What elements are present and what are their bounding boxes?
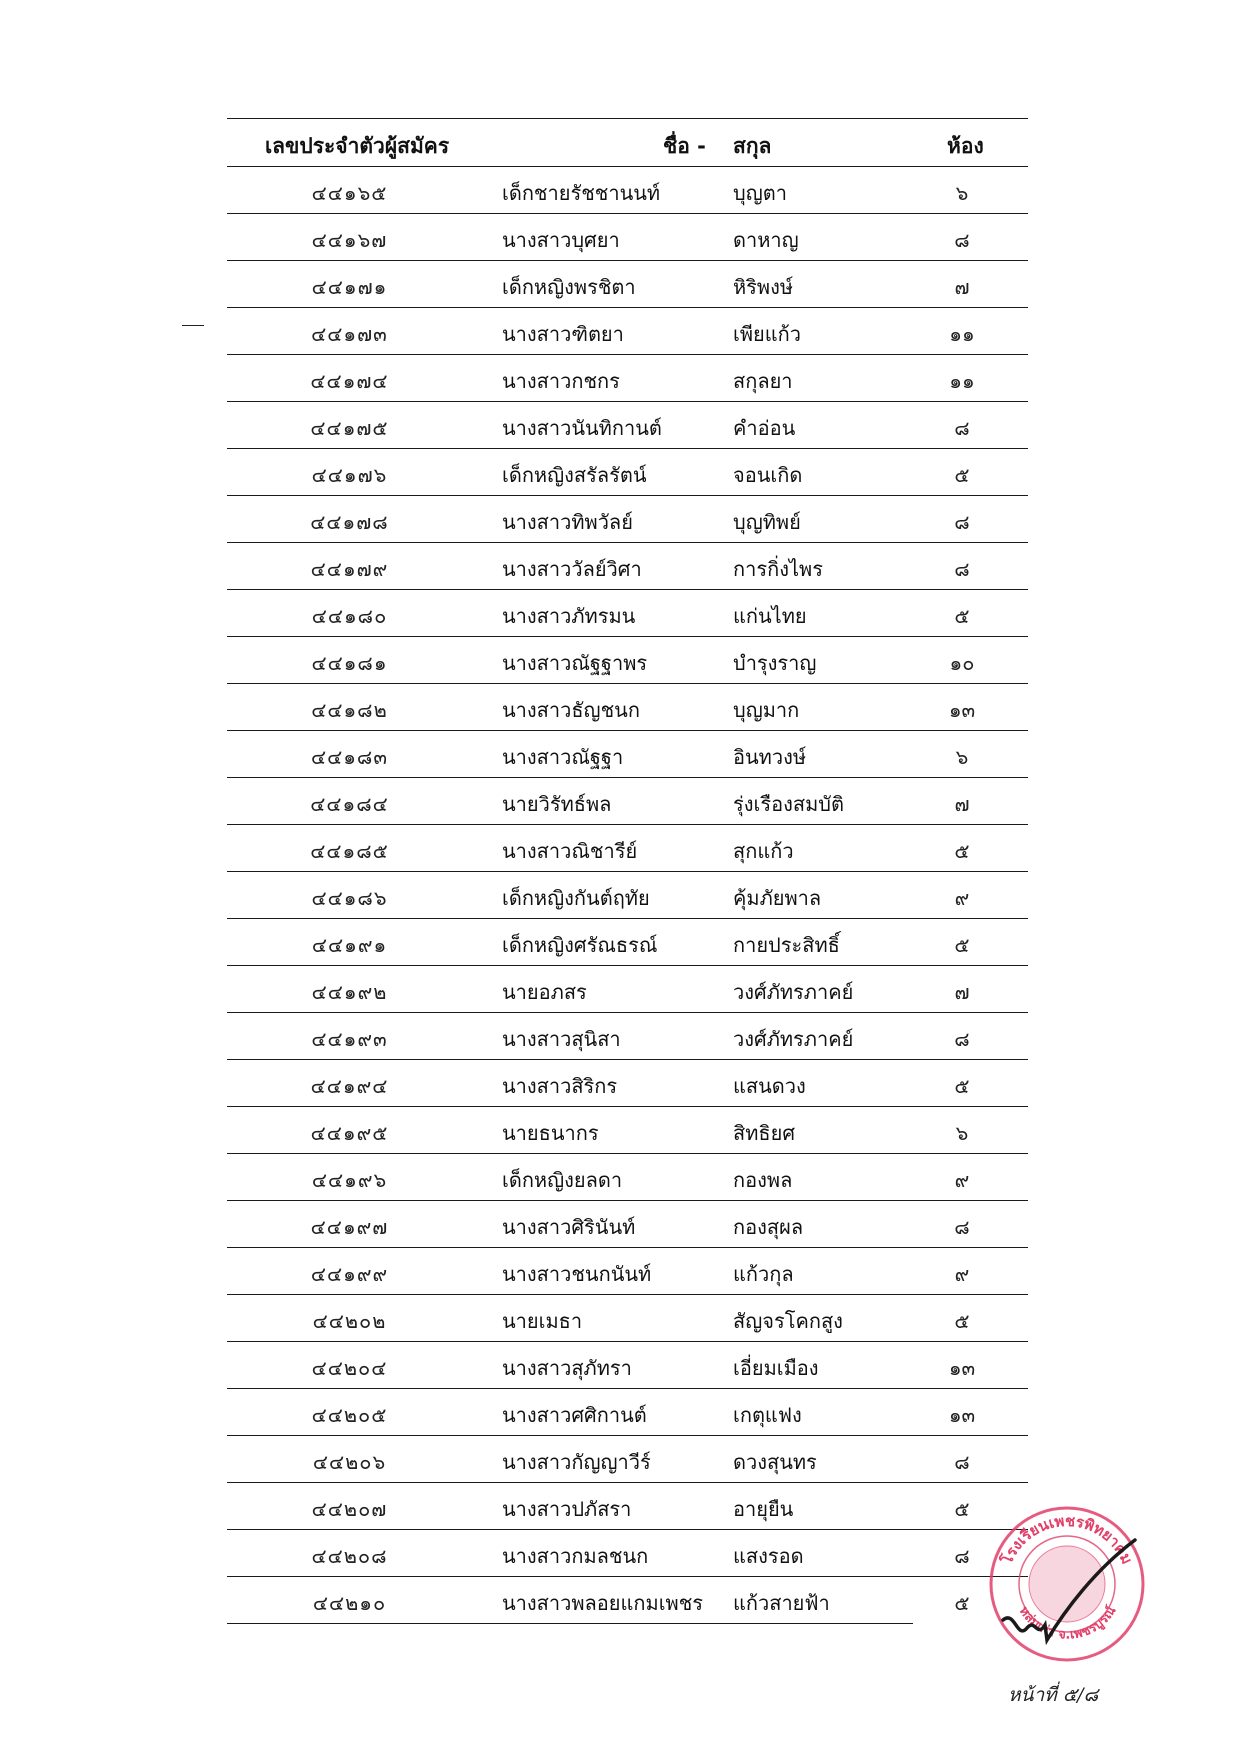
room-cell: ๕ <box>954 604 970 628</box>
room-cell: ๑๓ <box>948 1356 976 1380</box>
room-cell: ๘ <box>954 1215 970 1239</box>
table-row <box>227 1295 1028 1342</box>
table-row <box>227 1248 1028 1295</box>
applicant-id-cell: ๔๔๒๐๔ <box>311 1356 388 1380</box>
name-cell: นางสาวศิรินันท์ <box>502 1215 636 1239</box>
table-row <box>227 872 1028 919</box>
surname-cell: กายประสิทธิ์ <box>733 933 840 957</box>
applicant-id-cell: ๔๔๑๘๕ <box>310 839 389 863</box>
room-cell: ๕ <box>954 1074 970 1098</box>
table-row <box>227 402 1028 449</box>
name-cell: นายวิรัทธ์พล <box>502 792 612 816</box>
name-cell: นางสาวณัฐฐาพร <box>502 651 648 675</box>
official-stamp <box>985 1500 1150 1665</box>
applicant-id-cell: ๔๔๑๗๘ <box>310 510 389 534</box>
room-cell: ๑๐ <box>949 651 975 675</box>
surname-cell: กองสุผล <box>733 1215 804 1239</box>
surname-cell: จอนเกิด <box>733 463 803 487</box>
applicant-id-cell: ๔๔๑๗๙ <box>310 557 389 581</box>
table-row <box>227 167 1028 214</box>
table-row <box>227 919 1028 966</box>
name-cell: นางสาวภัทรมน <box>502 604 636 628</box>
table-row <box>227 543 1028 590</box>
table-row <box>227 778 1028 825</box>
applicant-id-cell: ๔๔๑๗๔ <box>310 369 389 393</box>
surname-cell: แก่นไทย <box>733 604 807 628</box>
applicant-id-cell: ๔๔๑๖๕ <box>311 181 388 205</box>
room-cell: ๘ <box>954 228 970 252</box>
name-cell: เด็กหญิงยลดา <box>502 1168 623 1192</box>
header-room: ห้อง <box>947 134 984 158</box>
room-cell: ๘ <box>954 1027 970 1051</box>
name-cell: นายธนากร <box>502 1121 599 1145</box>
applicant-id-cell: ๔๔๑๘๑ <box>311 651 388 675</box>
room-cell: ๑๑ <box>949 322 975 346</box>
applicant-id-cell: ๔๔๑๗๕ <box>310 416 389 440</box>
applicant-id-cell: ๔๔๒๐๘ <box>311 1544 388 1568</box>
applicant-id-cell: ๔๔๑๗๓ <box>311 322 388 346</box>
applicant-id-cell: ๔๔๑๘๖ <box>311 886 388 910</box>
name-cell: นายอภสร <box>502 980 587 1004</box>
surname-cell: แก้วสายฟ้า <box>733 1591 830 1615</box>
table-row <box>227 966 1028 1013</box>
name-cell: นางสาวณัฐฐา <box>502 745 624 769</box>
name-cell: นางสาวสุนิสา <box>502 1027 621 1051</box>
table-row <box>227 214 1028 261</box>
surname-cell: สิทธิยศ <box>733 1121 796 1145</box>
name-cell: นางสาวชนกนันท์ <box>502 1262 652 1286</box>
header-surname: สกุล <box>733 134 772 158</box>
room-cell: ๑๓ <box>948 1403 976 1427</box>
applicant-id-cell: ๔๔๑๘๔ <box>310 792 389 816</box>
applicant-id-cell: ๔๔๑๙๒ <box>311 980 388 1004</box>
table-row <box>227 496 1028 543</box>
applicant-table <box>227 118 1028 1624</box>
surname-cell: บำรุงราญ <box>733 651 817 675</box>
surname-cell: บุญทิพย์ <box>733 510 801 534</box>
applicant-id-cell: ๔๔๑๗๖ <box>311 463 388 487</box>
applicant-id-cell: ๔๔๒๐๗ <box>311 1497 388 1521</box>
room-cell: ๑๑ <box>949 369 975 393</box>
table-bottom-rule <box>227 1623 913 1624</box>
stamp-top-text: โรงเรียนเพชรพิทยาคม <box>997 1511 1137 1567</box>
room-cell: ๖ <box>955 1121 969 1145</box>
table-row <box>227 590 1028 637</box>
name-cell: นางสาวสิริกร <box>502 1074 618 1098</box>
table-row <box>227 1107 1028 1154</box>
surname-cell: คำอ่อน <box>733 416 796 440</box>
surname-cell: บุญตา <box>733 181 787 205</box>
table-row <box>227 1201 1028 1248</box>
table-row <box>227 1342 1028 1389</box>
table-row <box>227 449 1028 496</box>
table-header <box>227 119 1028 166</box>
header-applicant-id: เลขประจำตัวผู้สมัคร <box>265 134 450 158</box>
room-cell: ๕ <box>954 1497 970 1521</box>
table-row <box>227 1389 1028 1436</box>
room-cell: ๕ <box>954 463 970 487</box>
surname-cell: สกุลยา <box>733 369 793 393</box>
surname-cell: อินทวงษ์ <box>733 745 807 769</box>
room-cell: ๖ <box>955 181 969 205</box>
stamp-bottom-text: หล่มเก่า จ.เพชรบูรณ์ <box>1015 1603 1120 1643</box>
table-body <box>227 167 1028 1623</box>
applicant-id-cell: ๔๔๒๐๖ <box>312 1450 387 1474</box>
surname-cell: รุ่งเรืองสมบัติ <box>733 792 844 816</box>
name-cell: นางสาวกชกร <box>502 369 620 393</box>
table-row <box>227 1577 1028 1623</box>
table-row <box>227 1483 1028 1530</box>
name-cell: นางสาวศศิกานต์ <box>502 1403 647 1427</box>
room-cell: ๘ <box>954 1544 970 1568</box>
margin-mark <box>182 325 204 326</box>
applicant-id-cell: ๔๔๑๘๒ <box>311 698 388 722</box>
applicant-id-cell: ๔๔๑๙๖ <box>311 1168 388 1192</box>
applicant-id-cell: ๔๔๑๙๓ <box>311 1027 388 1051</box>
surname-cell: การกิ่งไพร <box>733 557 823 581</box>
header-name: ชื่อ - <box>663 134 706 158</box>
table-row <box>227 308 1028 355</box>
surname-cell: คุ้มภัยพาล <box>733 886 822 910</box>
table-row <box>227 637 1028 684</box>
surname-cell: เพียแก้ว <box>733 322 801 346</box>
applicant-id-cell: ๔๔๑๙๕ <box>310 1121 389 1145</box>
table-row <box>227 1060 1028 1107</box>
surname-cell: สุกแก้ว <box>733 839 794 863</box>
room-cell: ๕ <box>954 1591 970 1615</box>
name-cell: นางสาวกมลชนก <box>502 1544 649 1568</box>
name-cell: นางสาวนันทิกานต์ <box>502 416 662 440</box>
surname-cell: หิริพงษ์ <box>733 275 794 299</box>
surname-cell: เอี่ยมเมือง <box>733 1356 819 1380</box>
room-cell: ๙ <box>954 1262 970 1286</box>
name-cell: นางสาวธัญชนก <box>502 698 640 722</box>
table-row <box>227 1154 1028 1201</box>
surname-cell: สัญจรโคกสูง <box>733 1309 843 1333</box>
surname-cell: แสงรอด <box>733 1544 804 1568</box>
table-row <box>227 825 1028 872</box>
table-row <box>227 1436 1028 1483</box>
name-cell: นางสาวบุศยา <box>502 228 620 252</box>
applicant-id-cell: ๔๔๑๖๗ <box>311 228 388 252</box>
room-cell: ๘ <box>954 1450 970 1474</box>
room-cell: ๕ <box>954 933 970 957</box>
name-cell: เด็กชายรัชชานนท์ <box>502 181 661 205</box>
applicant-id-cell: ๔๔๑๙๔ <box>310 1074 389 1098</box>
name-cell: นางสาววัลย์วิศา <box>502 557 642 581</box>
table-row <box>227 1530 1028 1577</box>
room-cell: ๗ <box>954 980 970 1004</box>
table-row <box>227 1013 1028 1060</box>
table-row <box>227 355 1028 402</box>
page-number: หน้าที่ ๕/๘ <box>1008 1684 1099 1706</box>
surname-cell: วงศ์ภัทรภาคย์ <box>733 980 854 1004</box>
name-cell: นางสาวณิชารีย์ <box>502 839 638 863</box>
room-cell: ๖ <box>955 745 969 769</box>
name-cell: เด็กหญิงกันต์ฤทัย <box>502 886 650 910</box>
surname-cell: แสนดวง <box>733 1074 806 1098</box>
table-row <box>227 684 1028 731</box>
applicant-id-cell: ๔๔๑๙๙ <box>310 1262 389 1286</box>
name-cell: นายเมธา <box>502 1309 583 1333</box>
applicant-id-cell: ๔๔๒๐๒ <box>312 1309 387 1333</box>
name-cell: นางสาวทิพวัลย์ <box>502 510 633 534</box>
room-cell: ๗ <box>954 792 970 816</box>
applicant-id-cell: ๔๔๑๘๐ <box>311 604 388 628</box>
surname-cell: เกตุแฟง <box>733 1403 802 1427</box>
applicant-id-cell: ๔๔๑๘๓ <box>310 745 389 769</box>
surname-cell: กองพล <box>733 1168 793 1192</box>
room-cell: ๕ <box>954 1309 970 1333</box>
applicant-id-cell: ๔๔๑๗๑ <box>311 275 388 299</box>
surname-cell: บุญมาก <box>733 698 800 722</box>
name-cell: นางสาวกัญญาวีร์ <box>502 1450 651 1474</box>
room-cell: ๗ <box>954 275 970 299</box>
room-cell: ๘ <box>954 510 970 534</box>
surname-cell: อายุยืน <box>733 1497 794 1521</box>
room-cell: ๑๓ <box>948 698 976 722</box>
room-cell: ๙ <box>954 1168 970 1192</box>
room-cell: ๘ <box>954 557 970 581</box>
table-row <box>227 731 1028 778</box>
surname-cell: แก้วกุล <box>733 1262 794 1286</box>
applicant-id-cell: ๔๔๒๐๕ <box>311 1403 388 1427</box>
applicant-id-cell: ๔๔๒๑๐ <box>312 1591 387 1615</box>
name-cell: นางสาวฑิตยา <box>502 322 624 346</box>
surname-cell: ดวงสุนทร <box>733 1450 817 1474</box>
room-cell: ๘ <box>954 416 970 440</box>
room-cell: ๕ <box>954 839 970 863</box>
name-cell: เด็กหญิงศรัณธรณ์ <box>502 933 658 957</box>
applicant-id-cell: ๔๔๑๙๗ <box>310 1215 389 1239</box>
name-cell: นางสาวพลอยแกมเพชร <box>502 1591 704 1615</box>
surname-cell: ดาหาญ <box>733 228 799 252</box>
name-cell: เด็กหญิงพรชิตา <box>502 275 636 299</box>
name-cell: นางสาวปภัสรา <box>502 1497 632 1521</box>
table-row <box>227 261 1028 308</box>
surname-cell: วงศ์ภัทรภาคย์ <box>733 1027 854 1051</box>
applicant-id-cell: ๔๔๑๙๑ <box>311 933 388 957</box>
name-cell: เด็กหญิงสรัลรัตน์ <box>502 463 647 487</box>
room-cell: ๙ <box>954 886 970 910</box>
name-cell: นางสาวสุภัทรา <box>502 1356 632 1380</box>
